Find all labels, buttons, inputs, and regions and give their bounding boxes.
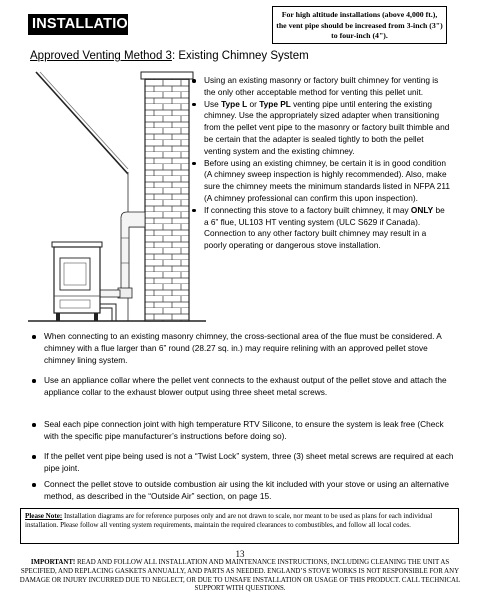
right-bullet-list [188,75,450,252]
list-item: Use Type L or Type PL venting pipe until entering the existing chimney. Use the appropriately sized adapter when transitioning from the pellet vent pipe to the masonry or factory built thimble and be certain that the adapter is sealed tightly to both the pellet venting system and the existing chimney. [188,99,450,158]
list-item: Seal each pipe connection joint with high temperature RTV Silicone, to ensure the system is leak free (Check with the specific pipe manufacturer’s instructions before doing so). [28,419,458,443]
list-item: Before using an existing chimney, be certain it is in good condition (A chimney sweep inspection is highly recommended). Also, make sure the chimney meets the minimum standards listed in NFPA 211 (A chimney professional can confirm this upon inspection). [188,158,450,205]
installation-title: INSTALLATION [28,14,128,35]
section-heading-method: Approved Venting Method 3 [30,50,172,62]
ash-drawer [60,300,90,308]
please-note-box [20,508,459,544]
page-number: 13 [235,549,245,559]
high-altitude-note: For high altitude installations (above 4,000 ft.), the vent pipe should be increased from 3-inch (3") to four-inch (4"). [272,6,447,44]
list-item: When connecting to an existing masonry chimney, the cross-sectional area of the flue must be considered. A chimney with a flue larger than 6” round (28.27 sq. in.) may require relining with an approved pellet stove chimney lining system. [28,331,458,366]
masonry-chimney [145,79,189,321]
chimney-installation-diagram [28,68,206,326]
section-heading [30,50,309,62]
chimney-cap [141,72,193,79]
note-text: Installation diagrams are for reference purposes only and are not drawn to scale, nor meant to be used as plans for each individual installation. Please follow all venting system requirements, maintain the required clearances to combustibles, and follow all local codes. [25,512,433,530]
stove-leg-right [94,313,98,321]
important-label: IMPORTANT! [30,559,76,566]
list-item: Using an existing masonry or factory built chimney for venting is the only other acceptable method for venting this pellet unit. [188,75,450,99]
important-text: READ AND FOLLOW ALL INSTALLATION AND MAINTENANCE INSTRUCTIONS, INCLUDING CLEANING THE UNIT AS SPECIFIED, AND REPLACING GASKETS ANNUALLY, AND PARTS AS NEEDED. ENGLAND’S STOVE WORKS IS NOT RESPONSIBLE FOR ANY DAMAGE OR INJURY INCURRED DUE TO NEGLECT, OR DUE TO UNSAFE INSTALLATION OR USAGE OF THIS PRODUCT. CALL TECHNICAL SUPPORT WITH QUESTIONS. [19,559,461,593]
section-heading-rest: : Existing Chimney System [171,50,309,62]
list-item: If connecting this stove to a factory built chimney, it may ONLY be a 6” flue, UL103 HT venting system (ULC S629 if Canada). Connection to any other factory built chimney may result in a poorly operating or dangerous stove installation. [188,205,450,252]
stove-leg-left [56,313,60,321]
list-item: If the pellet vent pipe being used is not a “Twist Lock” system, three (3) sheet metal screws are required at each pipe joint. [28,451,458,475]
note-label: Please Note: [25,512,63,520]
important-footer [18,559,462,594]
stove-hopper-lid [52,242,102,247]
vent-pipe-vertical [121,218,129,290]
roof-underside [40,72,128,169]
list-item: Use an appliance collar where the pellet vent connects to the exhaust output of the pellet stove and attach the appliance collar to the exhaust blower output using three sheet metal screws. [28,375,458,399]
vent-pipe-horizontal [100,290,120,297]
roof-line [36,72,128,174]
outside-air-pipe [100,304,116,321]
list-item: Connect the pellet stove to outside combustion air using the kit included with your stove or using an alternative method, as described in the “Outside Air” section, on page 15. [28,479,458,503]
